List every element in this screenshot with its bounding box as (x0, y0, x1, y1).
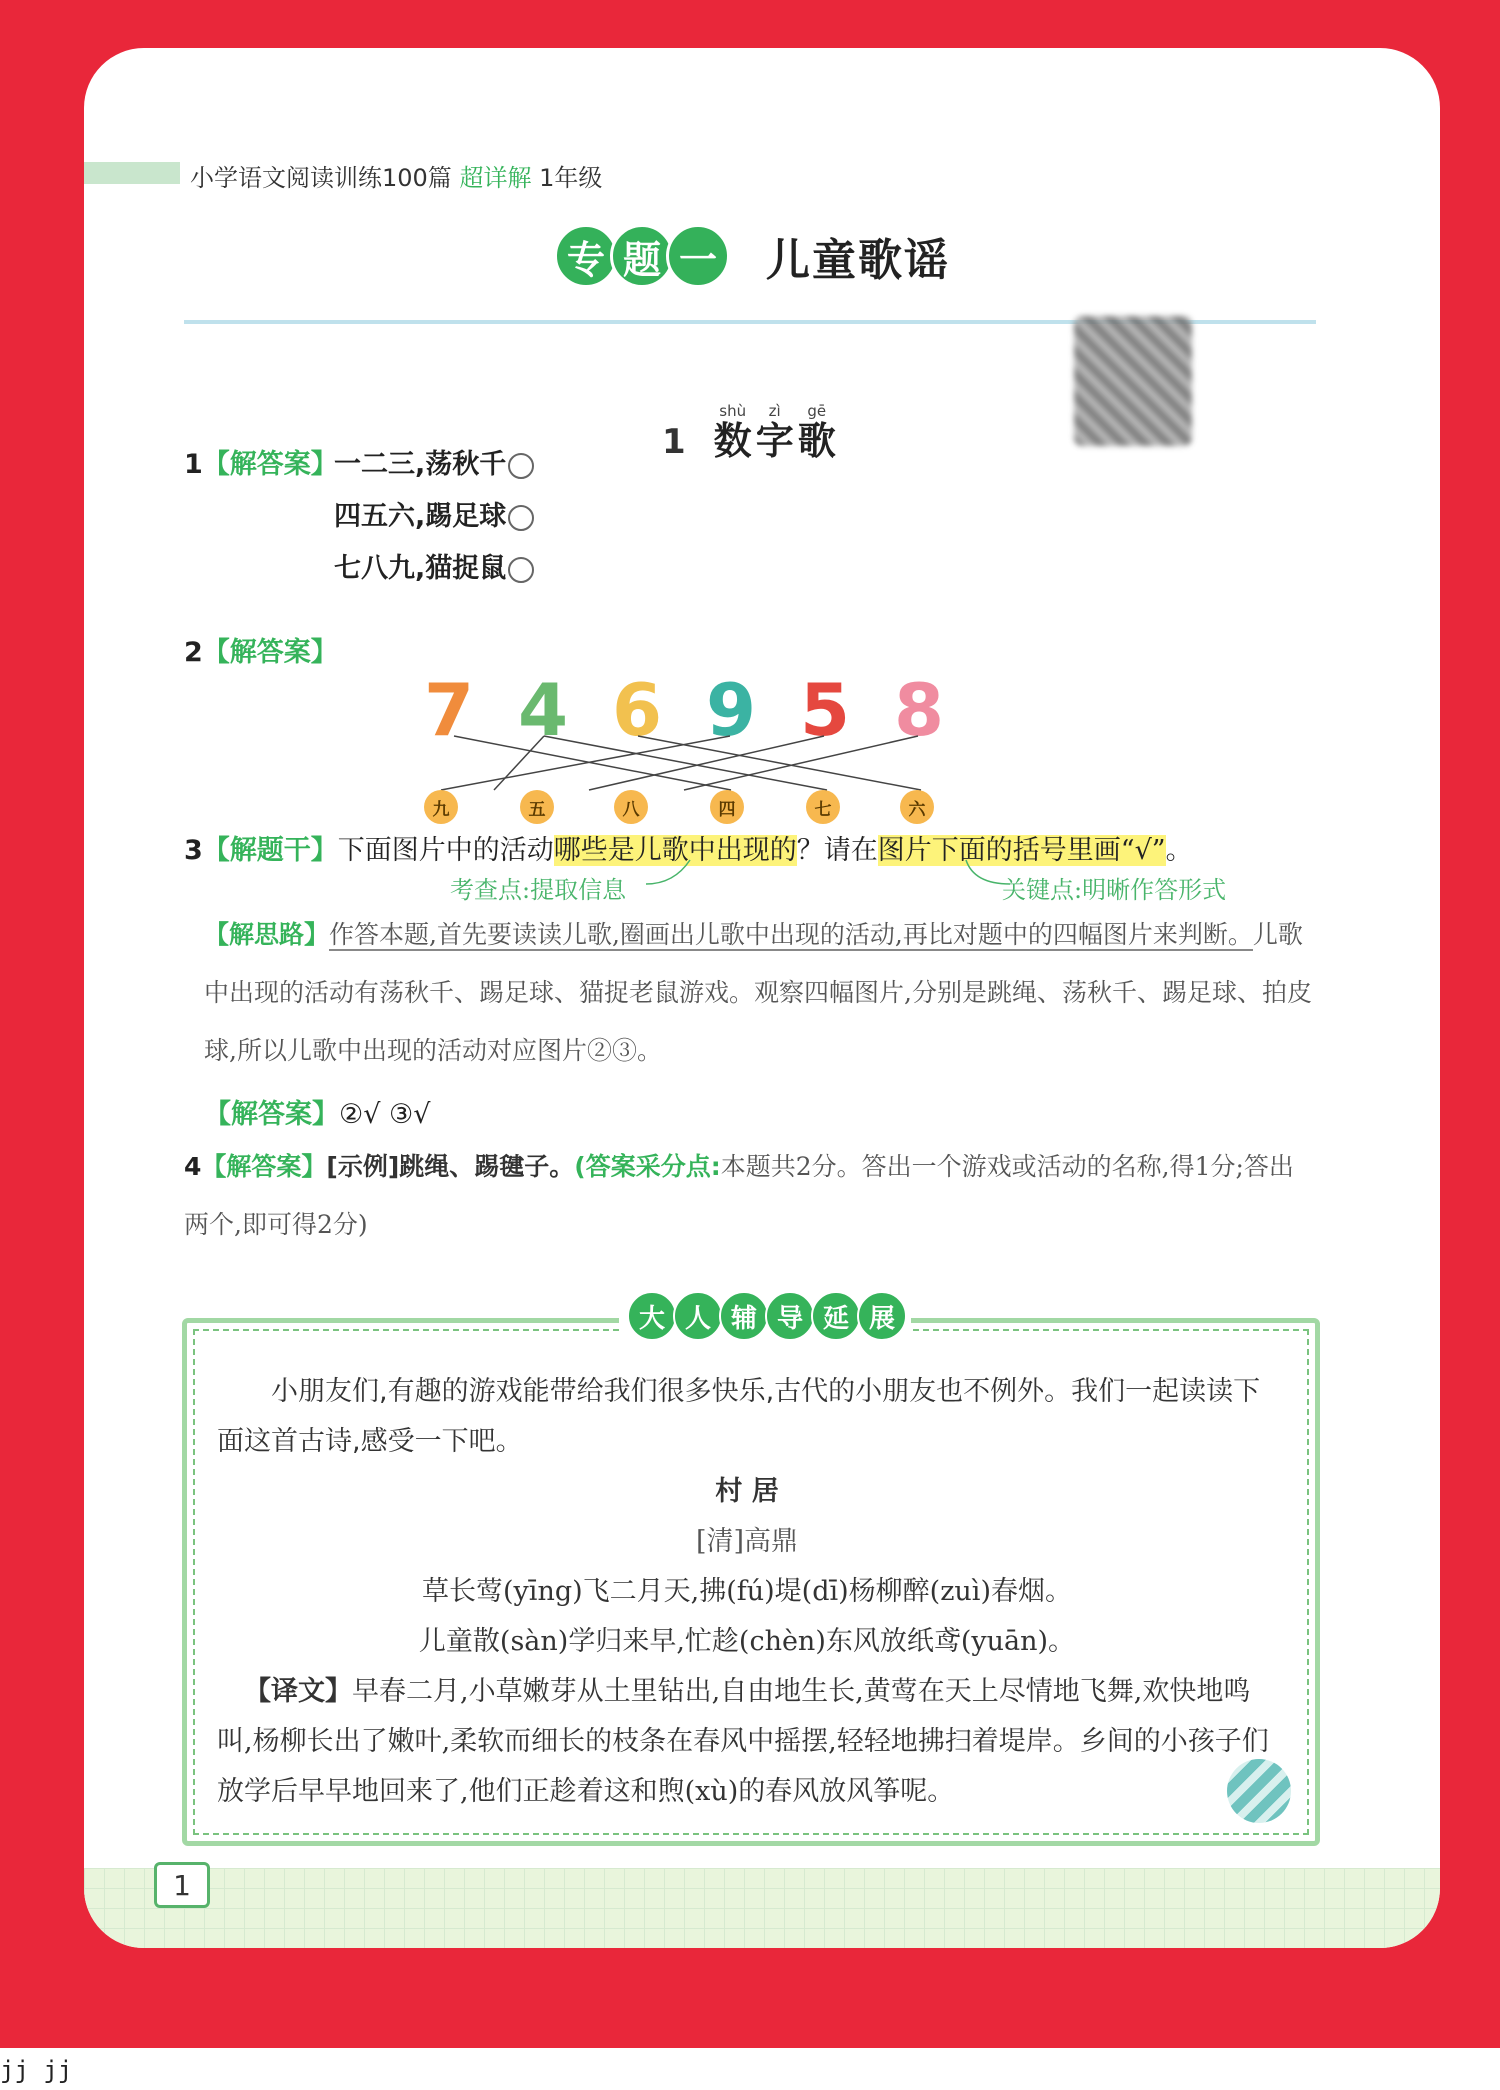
lesson-char: 字 (755, 419, 794, 463)
question-number: 2 (184, 637, 203, 668)
pinyin: shù (719, 402, 747, 420)
note-left: 考查点:提取信息 (450, 876, 627, 904)
box-title (619, 1291, 911, 1341)
page-number: 1 (154, 1862, 210, 1908)
stem-text: 下面图片中的活动 (337, 835, 554, 866)
decorative-ball-icon (1227, 1759, 1291, 1823)
lesson-number: 1 (662, 422, 686, 462)
note-arrow-right (964, 858, 1014, 888)
chinese-numeral-badge: 四 (710, 790, 744, 824)
stem-highlight: 哪些是儿歌中出现的 (553, 835, 797, 866)
period-circle-icon (508, 557, 534, 583)
period-circle-icon (508, 505, 534, 531)
answer-label: 【解答案】 (202, 449, 338, 480)
bottom-caption: jj jj (0, 2056, 73, 2084)
note-arrow-left (644, 858, 694, 888)
answer-label: 【解答案】 (204, 1099, 339, 1130)
question-number: 4 (184, 1152, 202, 1181)
box-content (217, 1367, 1277, 1817)
qr-code (1074, 316, 1192, 446)
topic-char: 题 (610, 224, 674, 288)
answer-example: [示例]跳绳、踢毽子。 (326, 1152, 575, 1181)
think-text: 儿歌中出现的活动有荡秋千、踢足球、猫捉老鼠游戏。观察四幅图片,分别是跳绳、荡秋千、踢足球、拍皮球,所以儿歌中出现的活动对应图片②③。 (204, 920, 1312, 1065)
box-title-char: 辅 (719, 1291, 769, 1341)
chinese-numeral-badge: 七 (806, 790, 840, 824)
book-header (190, 158, 602, 193)
matching-lines (424, 728, 964, 798)
topic-char: 专 (554, 224, 618, 288)
digit: 9 (706, 668, 757, 752)
question-number: 3 (184, 835, 203, 866)
topic-char: 一 (666, 224, 730, 288)
question-4 (184, 1138, 1314, 1254)
poem-line: 儿童散(sàn)学归来早,忙趁(chèn)东风放纸鸢(yuān)。 (418, 1626, 1076, 1657)
answer-text: ②√ ③√ (339, 1099, 431, 1130)
answer-line: 四五六,踢足球 (334, 501, 507, 532)
box-title-char: 展 (857, 1291, 907, 1341)
box-title-char: 延 (811, 1291, 861, 1341)
book-title: 小学语文阅读训练100篇 (190, 164, 452, 192)
book-highlight: 超详解 (459, 164, 532, 192)
period-circle-icon (508, 453, 534, 479)
think-label: 【解思路】 (204, 920, 330, 949)
header-bar (84, 162, 180, 184)
chinese-numeral-badge: 六 (900, 790, 934, 824)
question-1 (184, 442, 338, 481)
score-label: (答案采分点: (574, 1152, 721, 1181)
stem-text: ？请在 (796, 835, 878, 866)
question-2 (184, 630, 338, 669)
box-title-char: 导 (765, 1291, 815, 1341)
box-intro: 小朋友们,有趣的游戏能带给我们很多快乐,古代的小朋友也不例外。我们一起读读下面这首古诗,感受一下吧。 (217, 1376, 1261, 1457)
box-title-char: 大 (627, 1291, 677, 1341)
lesson-char: 歌 (797, 419, 836, 463)
question-number: 1 (184, 449, 203, 480)
page-card (84, 48, 1440, 1948)
pinyin: zì (768, 402, 781, 420)
answer-label: 【解答案】 (201, 1152, 327, 1181)
book-grade: 1年级 (539, 164, 603, 192)
question-3-answer (204, 1092, 430, 1131)
footer-grid (84, 1868, 1440, 1948)
translation-label: 【译文】 (244, 1676, 352, 1707)
digit: 7 (424, 668, 475, 752)
chinese-numeral-badge: 八 (614, 790, 648, 824)
poem-author: [清]高鼎 (695, 1526, 799, 1557)
pinyin: gē (807, 402, 827, 420)
stem-highlight: 图片下面的括号里画“√” (877, 835, 1166, 866)
digit: 4 (518, 668, 569, 752)
digit: 6 (612, 668, 663, 752)
stem-text: 。 (1165, 835, 1193, 866)
extension-box (182, 1303, 1320, 1846)
digit: 8 (894, 668, 945, 752)
poem-line: 草长莺(yīng)飞二月天,拂(fú)堤(dī)杨柳醉(zuì)春烟。 (422, 1576, 1072, 1607)
chinese-numeral-badge: 五 (520, 790, 554, 824)
score-text: 本题共2分。答出一个游戏或活动的名称,得1分;答出两个,即可得2分) (184, 1152, 1294, 1239)
think-underlined: 作答本题,首先要读读儿歌,圈画出儿歌中出现的活动,再比对题中的四幅图片来判断。 (329, 920, 1253, 949)
box-title-char: 人 (673, 1291, 723, 1341)
lesson-char: 数 (713, 419, 752, 463)
badge-row (424, 790, 964, 830)
poem-title: 村 居 (715, 1476, 779, 1507)
topic-heading (554, 224, 950, 288)
chinese-numeral-badge: 九 (424, 790, 458, 824)
lesson-title (662, 402, 840, 462)
answer-line: 一二三,荡秋千 (334, 449, 507, 480)
translation-text: 早春二月,小草嫩芽从土里钻出,自由地生长,黄莺在天上尽情地飞舞,欢快地鸣叫,杨柳长出了嫩叶,柔软而细长的枝条在春风中摇摆,轻轻地拂扫着堤岸。乡间的小孩子们放学后早早地回来了,他们正趁着这和煦(xù)的春风放风筝呢。 (217, 1676, 1269, 1807)
answer-line: 七八九,猫捉鼠 (334, 553, 507, 584)
stem-label: 【解题干】 (202, 835, 338, 866)
digit: 5 (800, 668, 851, 752)
note-right: 关键点:明晰作答形式 (1002, 876, 1227, 904)
think-paragraph (204, 906, 1314, 1080)
topic-title: 儿童歌谣 (766, 235, 950, 286)
answer-label: 【解答案】 (202, 637, 338, 668)
